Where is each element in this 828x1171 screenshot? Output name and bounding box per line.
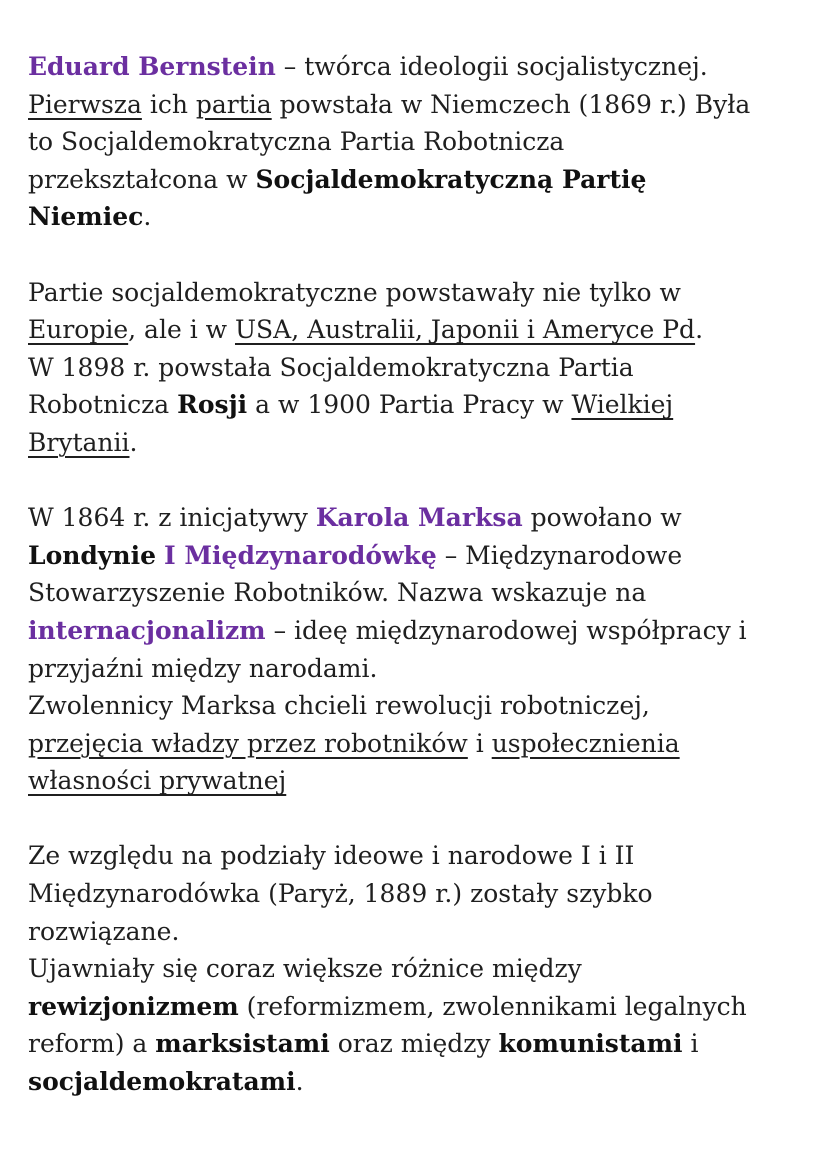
text-line bbox=[28, 988, 808, 1026]
text-line bbox=[28, 311, 808, 349]
text-line bbox=[28, 725, 808, 763]
text-span: powstała w Niemczech (1869 r.) Była bbox=[271, 89, 751, 119]
text-span: . bbox=[129, 427, 138, 457]
text-line bbox=[28, 499, 808, 537]
underlined-countries: USA, Australii, Japonii i Ameryce Pd bbox=[234, 315, 696, 345]
text-line bbox=[28, 198, 808, 236]
text-span: reform) a bbox=[28, 1029, 156, 1059]
text-span: , ale i w bbox=[128, 315, 235, 345]
text-line: Ujawniały się coraz większe różnice między bbox=[28, 954, 582, 984]
text-line bbox=[28, 161, 808, 199]
text-span: – ideę międzynarodowej współpracy i bbox=[265, 615, 747, 645]
underlined-pierwsza: Pierwsza bbox=[28, 89, 142, 119]
text-span: ich bbox=[141, 89, 196, 119]
paragraph-parties bbox=[28, 274, 808, 462]
text-line: Ze względu na podziały ideowe i narodowe I i II bbox=[28, 841, 635, 871]
text-span: i bbox=[682, 1029, 699, 1059]
text-line bbox=[28, 762, 808, 800]
text-span: a w 1900 Partia Pracy w bbox=[247, 390, 572, 420]
text-line: przyjaźni między narodami. bbox=[28, 653, 378, 683]
text-line bbox=[28, 386, 808, 424]
bold-rosji: Rosji bbox=[177, 390, 248, 420]
bold-socjaldemokratami: socjaldemokratami bbox=[28, 1067, 296, 1097]
text-line: Partie socjaldemokratyczne powstawały nie tylko w bbox=[28, 277, 681, 307]
document-page bbox=[28, 48, 808, 1138]
bold-spd: Socjaldemokratyczną Partię bbox=[255, 164, 647, 194]
paragraph-international bbox=[28, 499, 808, 800]
text-span: i bbox=[467, 728, 492, 758]
underlined-przejecia-wladzy: przejęcia władzy przez robotników bbox=[28, 728, 468, 758]
bold-londynie: Londynie bbox=[28, 540, 157, 570]
bold-niemiec: Niemiec bbox=[28, 202, 144, 232]
underlined-partia: partia bbox=[195, 89, 272, 119]
text-line: rozwiązane. bbox=[28, 916, 180, 946]
paragraph-divisions bbox=[28, 837, 808, 1100]
text-line bbox=[28, 424, 808, 462]
text-line bbox=[28, 1025, 808, 1063]
bold-marksistami: marksistami bbox=[155, 1029, 330, 1059]
term-karol-marks: Karola Marksa bbox=[315, 503, 523, 533]
text-span: oraz między bbox=[329, 1029, 499, 1059]
text-line bbox=[28, 86, 808, 124]
underlined-wlasnosci-prywatnej: własności prywatnej bbox=[28, 766, 287, 796]
text-line: Międzynarodówka (Paryż, 1889 r.) zostały szybko bbox=[28, 879, 653, 909]
text-line: to Socjaldemokratyczna Partia Robotnicza bbox=[28, 127, 565, 157]
underlined-brytanii: Brytanii bbox=[28, 427, 130, 457]
text-line bbox=[28, 612, 808, 650]
text-span: Robotnicza bbox=[28, 390, 178, 420]
bold-komunistami: komunistami bbox=[498, 1029, 683, 1059]
text-span: przekształcona w bbox=[28, 164, 256, 194]
text-span: – twórca ideologii socjalistycznej. bbox=[275, 52, 708, 81]
bold-rewizjonizmem: rewizjonizmem bbox=[28, 991, 239, 1021]
text-span: . bbox=[695, 315, 704, 345]
text-line bbox=[28, 537, 808, 575]
underlined-europie: Europie bbox=[28, 315, 129, 345]
term-eduard-bernstein: Eduard Bernstein bbox=[28, 52, 276, 81]
term-internacjonalizm: internacjonalizm bbox=[28, 615, 266, 645]
paragraph-bernstein bbox=[28, 48, 808, 236]
text-span bbox=[156, 541, 164, 570]
text-line: Zwolennicy Marksa chcieli rewolucji robotniczej, bbox=[28, 691, 650, 721]
term-first-international: I Międzynarodówkę bbox=[163, 540, 437, 570]
text-span: . bbox=[143, 202, 152, 232]
text-span: powołano w bbox=[522, 503, 682, 533]
text-line: Stowarzyszenie Robotników. Nazwa wskazuje na bbox=[28, 578, 647, 608]
underlined-uspolecznienia: uspołecznienia bbox=[491, 728, 680, 758]
text-span: – Międzynarodowe bbox=[436, 540, 683, 570]
text-line bbox=[28, 1063, 808, 1101]
text-line bbox=[28, 48, 808, 86]
text-span: . bbox=[295, 1067, 304, 1097]
text-span: (reformizmem, zwolennikami legalnych bbox=[238, 991, 747, 1021]
text-line: W 1898 r. powstała Socjaldemokratyczna Partia bbox=[28, 352, 634, 382]
text-span: W 1864 r. z inicjatywy bbox=[28, 503, 316, 533]
underlined-wielkiej: Wielkiej bbox=[571, 390, 674, 420]
